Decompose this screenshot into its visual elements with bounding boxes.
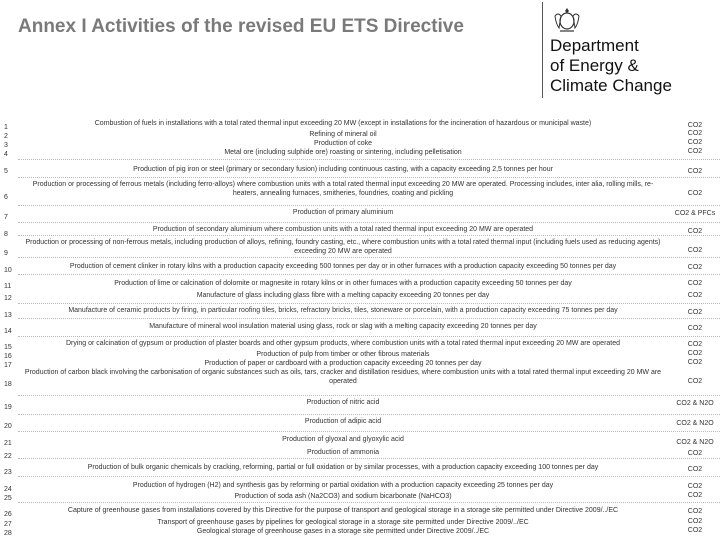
activity-gas: CO2 bbox=[687, 148, 703, 155]
activity-description: Production of carbon black involving the carbonisation of organic substances such as oils, tars, cracker and distillation residues, where combustion units with a total rated thermal input exceeding 20 MW are operated bbox=[24, 369, 662, 385]
row-separator bbox=[18, 177, 720, 178]
activity-description: Production of nitric acid bbox=[306, 399, 380, 406]
activity-gas: CO2 & N2O bbox=[676, 420, 714, 427]
activity-gas: CO2 bbox=[687, 466, 703, 473]
row-separator bbox=[18, 222, 720, 223]
activity-gas: CO2 bbox=[687, 190, 703, 197]
logo-line-2: of Energy & bbox=[550, 56, 639, 75]
activity-number: 27 bbox=[4, 521, 12, 528]
activity-gas: CO2 bbox=[687, 350, 703, 357]
activity-number: 2 bbox=[4, 133, 8, 140]
activity-gas: CO2 & N2O bbox=[676, 400, 714, 407]
activity-number: 17 bbox=[4, 362, 12, 369]
activity-gas: CO2 & PFCs bbox=[674, 210, 716, 217]
row-separator bbox=[18, 205, 720, 206]
activity-gas: CO2 bbox=[687, 139, 703, 146]
activity-gas: CO2 bbox=[687, 492, 703, 499]
activity-gas: CO2 bbox=[687, 518, 703, 525]
activity-number: 23 bbox=[4, 469, 12, 476]
row-separator bbox=[18, 159, 720, 160]
activity-number: 8 bbox=[4, 231, 8, 238]
activity-description: Production of secondary aluminium where combustion units with a total rated thermal input exceeding 20 MW are operated bbox=[152, 226, 534, 233]
activity-gas: CO2 bbox=[687, 122, 703, 129]
activity-gas: CO2 bbox=[687, 483, 703, 490]
activity-description: Production of coke bbox=[314, 140, 372, 147]
slide-title: Annex I Activities of the revised EU ETS Directive bbox=[18, 16, 464, 37]
activity-gas: CO2 bbox=[687, 264, 703, 271]
activity-number: 14 bbox=[4, 328, 12, 335]
activity-gas: CO2 bbox=[687, 168, 703, 175]
activity-number: 10 bbox=[4, 267, 12, 274]
activity-description: Production of pulp from timber or other fibrous materials bbox=[256, 351, 430, 358]
row-separator bbox=[18, 336, 720, 337]
row-separator bbox=[18, 476, 720, 477]
activity-number: 26 bbox=[4, 511, 12, 518]
activity-number: 1 bbox=[4, 124, 8, 131]
activity-description: Metal ore (including sulphide ore) roasting or sintering, including pelletisation bbox=[224, 149, 462, 156]
activity-gas: CO2 bbox=[687, 247, 703, 254]
activity-gas: CO2 bbox=[687, 378, 703, 385]
activity-gas: CO2 bbox=[687, 309, 703, 316]
activity-description: Combustion of fuels in installations with a total rated thermal input exceeding 20 MW (except in installations for the incineration of hazardous or municipal waste) bbox=[94, 120, 592, 127]
activity-number: 28 bbox=[4, 530, 12, 537]
activity-gas: CO2 bbox=[687, 359, 703, 366]
row-separator bbox=[18, 235, 720, 236]
row-separator bbox=[18, 274, 720, 275]
activity-gas: CO2 & N2O bbox=[676, 439, 714, 446]
activity-description: Geological storage of greenhouse gases in a storage site permitted under Directive 2009/../EC bbox=[196, 528, 490, 535]
activity-description: Drying or calcination of gypsum or production of plaster boards and other gypsum products, where combustion units with a total rated thermal input exceeding 20 MW are operated bbox=[65, 340, 621, 347]
activity-gas: CO2 bbox=[687, 130, 703, 137]
activity-description: Production of soda ash (Na2CO3) and sodium bicarbonate (NaHCO3) bbox=[234, 493, 452, 500]
activity-number: 13 bbox=[4, 312, 12, 319]
activity-description: Production or processing of non-ferrous metals, including production of alloys, refining, foundry casting, etc., where combustion units with a total rated thermal input (including fuels used as reducing agents) exceeding 20 MW are operated bbox=[25, 239, 661, 255]
activity-description: Production of bulk organic chemicals by cracking, reforming, partial or full oxidation or by similar processes, with a production capacity exceeding 100 tonnes per day bbox=[87, 464, 599, 471]
activity-description: Production or processing of ferrous metals (including ferro-alloys) where combustion units with a total rated thermal input exceeding 20 MW are operated. Processing includes, inter alia, rolling mills, re-heaters, annealing furnaces, smitheries, foundries, coating and pickling bbox=[32, 181, 654, 197]
activity-gas: CO2 bbox=[687, 228, 703, 235]
activity-gas: CO2 bbox=[687, 280, 703, 287]
activity-description: Production of hydrogen (H2) and synthesis gas by reforming or partial oxidation with a production capacity exceeding 25 tonnes per day bbox=[132, 482, 554, 489]
row-separator bbox=[18, 395, 720, 396]
department-logo bbox=[542, 2, 720, 102]
activity-description: Manufacture of mineral wool insulation material using glass, rock or slag with a melting capacity exceeding 20 tonnes per day bbox=[149, 323, 537, 330]
activity-description: Production of paper or cardboard with a production capacity exceeding 20 tonnes per day bbox=[204, 360, 482, 367]
row-separator bbox=[18, 318, 720, 319]
activity-number: 18 bbox=[4, 381, 12, 388]
activity-number: 22 bbox=[4, 453, 12, 460]
activity-description: Production of lime or calcination of dolomite or magnesite in rotary kilns or in other furnaces with a production capacity exceeding 50 tonnes per day bbox=[114, 280, 572, 287]
activity-number: 6 bbox=[4, 194, 8, 201]
activity-gas: CO2 bbox=[687, 325, 703, 332]
activity-description: Production of primary aluminium bbox=[292, 209, 394, 216]
activity-number: 4 bbox=[4, 151, 8, 158]
department-name bbox=[550, 36, 672, 96]
activity-description: Transport of greenhouse gases by pipelines for geological storage in a storage site permitted under Directive 2009/../EC bbox=[157, 519, 529, 526]
activity-description: Production of glyoxal and glyoxylic acid bbox=[282, 436, 404, 443]
activity-description: Refining of mineral oil bbox=[309, 131, 377, 138]
logo-line-3: Climate Change bbox=[550, 76, 672, 95]
row-separator bbox=[18, 458, 720, 459]
row-separator bbox=[18, 502, 720, 503]
row-separator bbox=[18, 257, 720, 258]
activity-description: Capture of greenhouse gases from installations covered by this Directive for the purpose of transport and geological storage in a storage site permitted under Directive 2009/../EC bbox=[67, 507, 619, 514]
activity-number: 12 bbox=[4, 295, 12, 302]
activity-number: 19 bbox=[4, 404, 12, 411]
row-separator bbox=[18, 303, 720, 304]
activity-number: 16 bbox=[4, 353, 12, 360]
activity-description: Manufacture of ceramic products by firing, in particular roofing tiles, bricks, refractory bricks, tiles, stoneware or porcelain, with a production capacity exceeding 75 tonnes per day bbox=[68, 307, 618, 314]
activity-number: 25 bbox=[4, 495, 12, 502]
activity-gas: CO2 bbox=[687, 527, 703, 534]
activity-gas: CO2 bbox=[687, 341, 703, 348]
logo-divider bbox=[542, 2, 543, 98]
activity-number: 11 bbox=[4, 283, 12, 290]
activity-number: 9 bbox=[4, 250, 8, 257]
activity-number: 20 bbox=[4, 423, 12, 430]
logo-line-1: Department bbox=[550, 36, 639, 55]
royal-crest-icon bbox=[552, 6, 582, 34]
activity-number: 3 bbox=[4, 142, 8, 149]
activity-description: Production of ammonia bbox=[307, 449, 379, 456]
row-separator bbox=[18, 431, 720, 432]
activity-description: Production of cement clinker in rotary kilns with a production capacity exceeding 500 tonnes per day or in other furnaces with a production capacity exceeding 50 tonnes per day bbox=[69, 263, 617, 270]
activity-number: 21 bbox=[4, 440, 12, 447]
activity-description: Manufacture of glass including glass fibre with a melting capacity exceeding 20 tonnes per day bbox=[196, 292, 490, 299]
activity-gas: CO2 bbox=[687, 508, 703, 515]
activity-number: 15 bbox=[4, 344, 12, 351]
row-separator bbox=[18, 414, 720, 415]
activity-description: Production of pig iron or steel (primary or secondary fusion) including continuous casting, with a capacity exceeding 2,5 tonnes per hour bbox=[133, 166, 553, 173]
activity-description: Production of adipic acid bbox=[304, 418, 382, 425]
activity-gas: CO2 bbox=[687, 292, 703, 299]
activity-number: 7 bbox=[4, 214, 8, 221]
activity-number: 24 bbox=[4, 486, 12, 493]
activity-gas: CO2 bbox=[687, 450, 703, 457]
activity-number: 5 bbox=[4, 168, 8, 175]
